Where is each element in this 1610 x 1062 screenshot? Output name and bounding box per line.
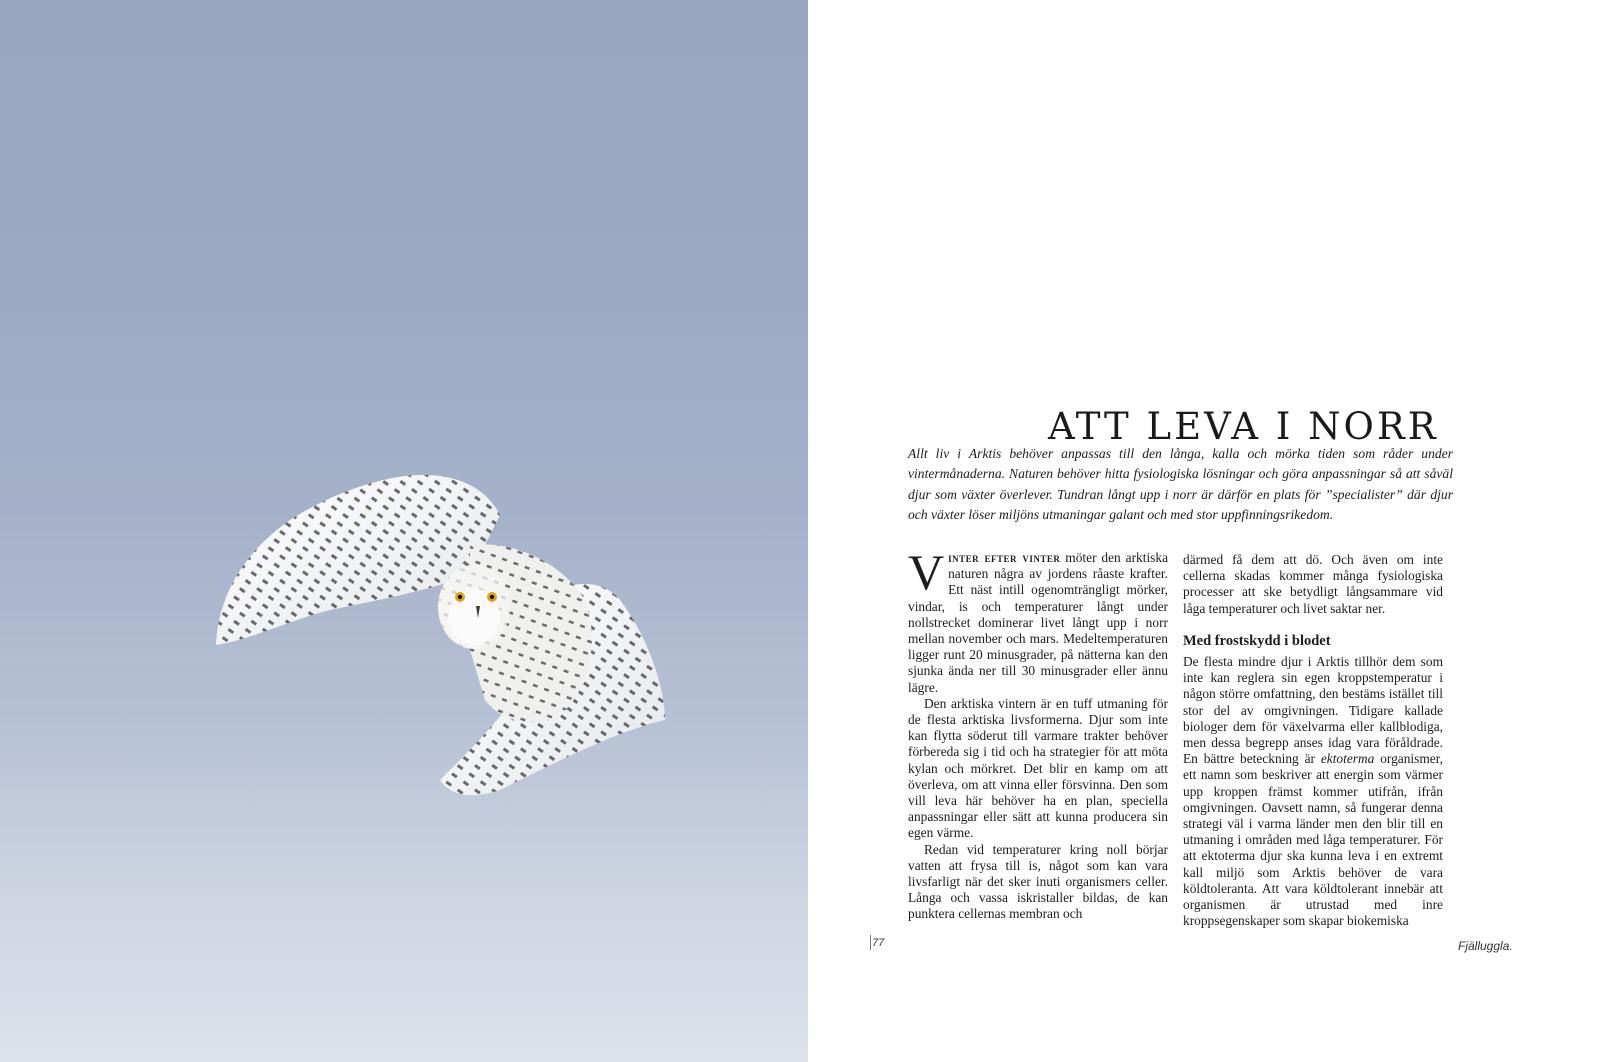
paragraph-5-text-b: organismer, ett namn som beskriver att energin som värmer upp kroppen främst kommer utifrån, ifrån omgivningen. Oavsett namn, så fungerar denna strategi väl i varma länder men den blir till en utmaning i områden med låga temperaturer. För att ektoterma djur ska kunna leva i en extremt kall miljö som Arktis behöver de vara köldtoleranta. Att vara köldtolerant innebär att organismen är utrustad med inre kroppsegenskaper som skapar biokemiska: [1183, 751, 1443, 929]
body-paragraph-3: Redan vid temperaturer kring noll börjar vatten att frysa till is, något som kan vara livsfarligt när det sker inuti organismers celler. Långa och vassa iskristaller bildas, de kan punktera cellernas membran och: [908, 841, 1168, 922]
body-paragraph-2: Den arktiska vintern är en tuff utmaning för de flesta arktiska livsformerna. Djur som inte kan flytta söderut till varmare trakter behöver förbereda sig i tid och ha strategier för att möta kylan och mörkret. Det blir en kamp om att överleva, om att vinna eller försvinna. Den som vill leva här behöver ha en plan, speciella anpassningar eller sätt att kunna producera sin egen värme.: [908, 695, 1168, 841]
opening-words: inter efter vinter: [948, 550, 1061, 565]
page-number: 77: [872, 937, 885, 949]
body-paragraph: [908, 544, 1169, 696]
body-paragraph-4: därmed få dem att dö. Och även om inte cellerna skadas kommer många fysiologiska processer att ske betydligt långsammare vid låga temperaturer och livet saktar ner.: [1183, 552, 1443, 616]
text-page: [808, 0, 1610, 1062]
body-paragraph-5: [1183, 654, 1443, 929]
drop-cap: V: [908, 544, 945, 600]
paragraph-1-text: möter den arktiska naturen några av jordens råaste krafter. Ett näst intill ogenomträngligt mörker, vindar, is och temperaturer långt under nollstrecket dominerar livet långt upp i norr mellan november och mars. Medeltemperaturen ligger runt 20 minusgrader, på nätterna kan den sjunka ända ner till 30 minusgrader eller ännu lägre.: [908, 550, 1169, 695]
paragraph-5-text-a: De flesta mindre djur i Arktis tillhör dem som inte kan reglera sin egen kroppstemperatur i någon större omfattning, den bestäms istället till stor del av omgivningen. Tidigare kallade biologer dem för växelvarma eller kallblodiga, men dessa begrepp anses idag vara föråldrade. En bättre beteckning är: [1183, 654, 1443, 767]
text-column-1: [908, 544, 1169, 923]
italic-term: ektoterma: [1320, 751, 1375, 767]
photo-caption: Fjälluggla.: [1458, 939, 1513, 953]
page-number-rule: [870, 935, 871, 950]
page-title: ATT LEVA I NORR: [1048, 404, 1439, 448]
text-column-2: [1183, 552, 1443, 929]
lead-paragraph: Allt liv i Arktis behöver anpassas till den långa, kalla och mörka tiden som råder under vintermånaderna. Naturen behöver hitta fysiologiska lösningar och göra anpassningar så att såväl djur som växter överlever. Tundran långt upp i norr är därför en plats för ”specialister” där djur och växter löser miljöns utmaningar galant och med stor uppfinningsrikedom.: [908, 446, 1453, 523]
subheading: Med frostskydd i blodet: [1183, 632, 1331, 649]
